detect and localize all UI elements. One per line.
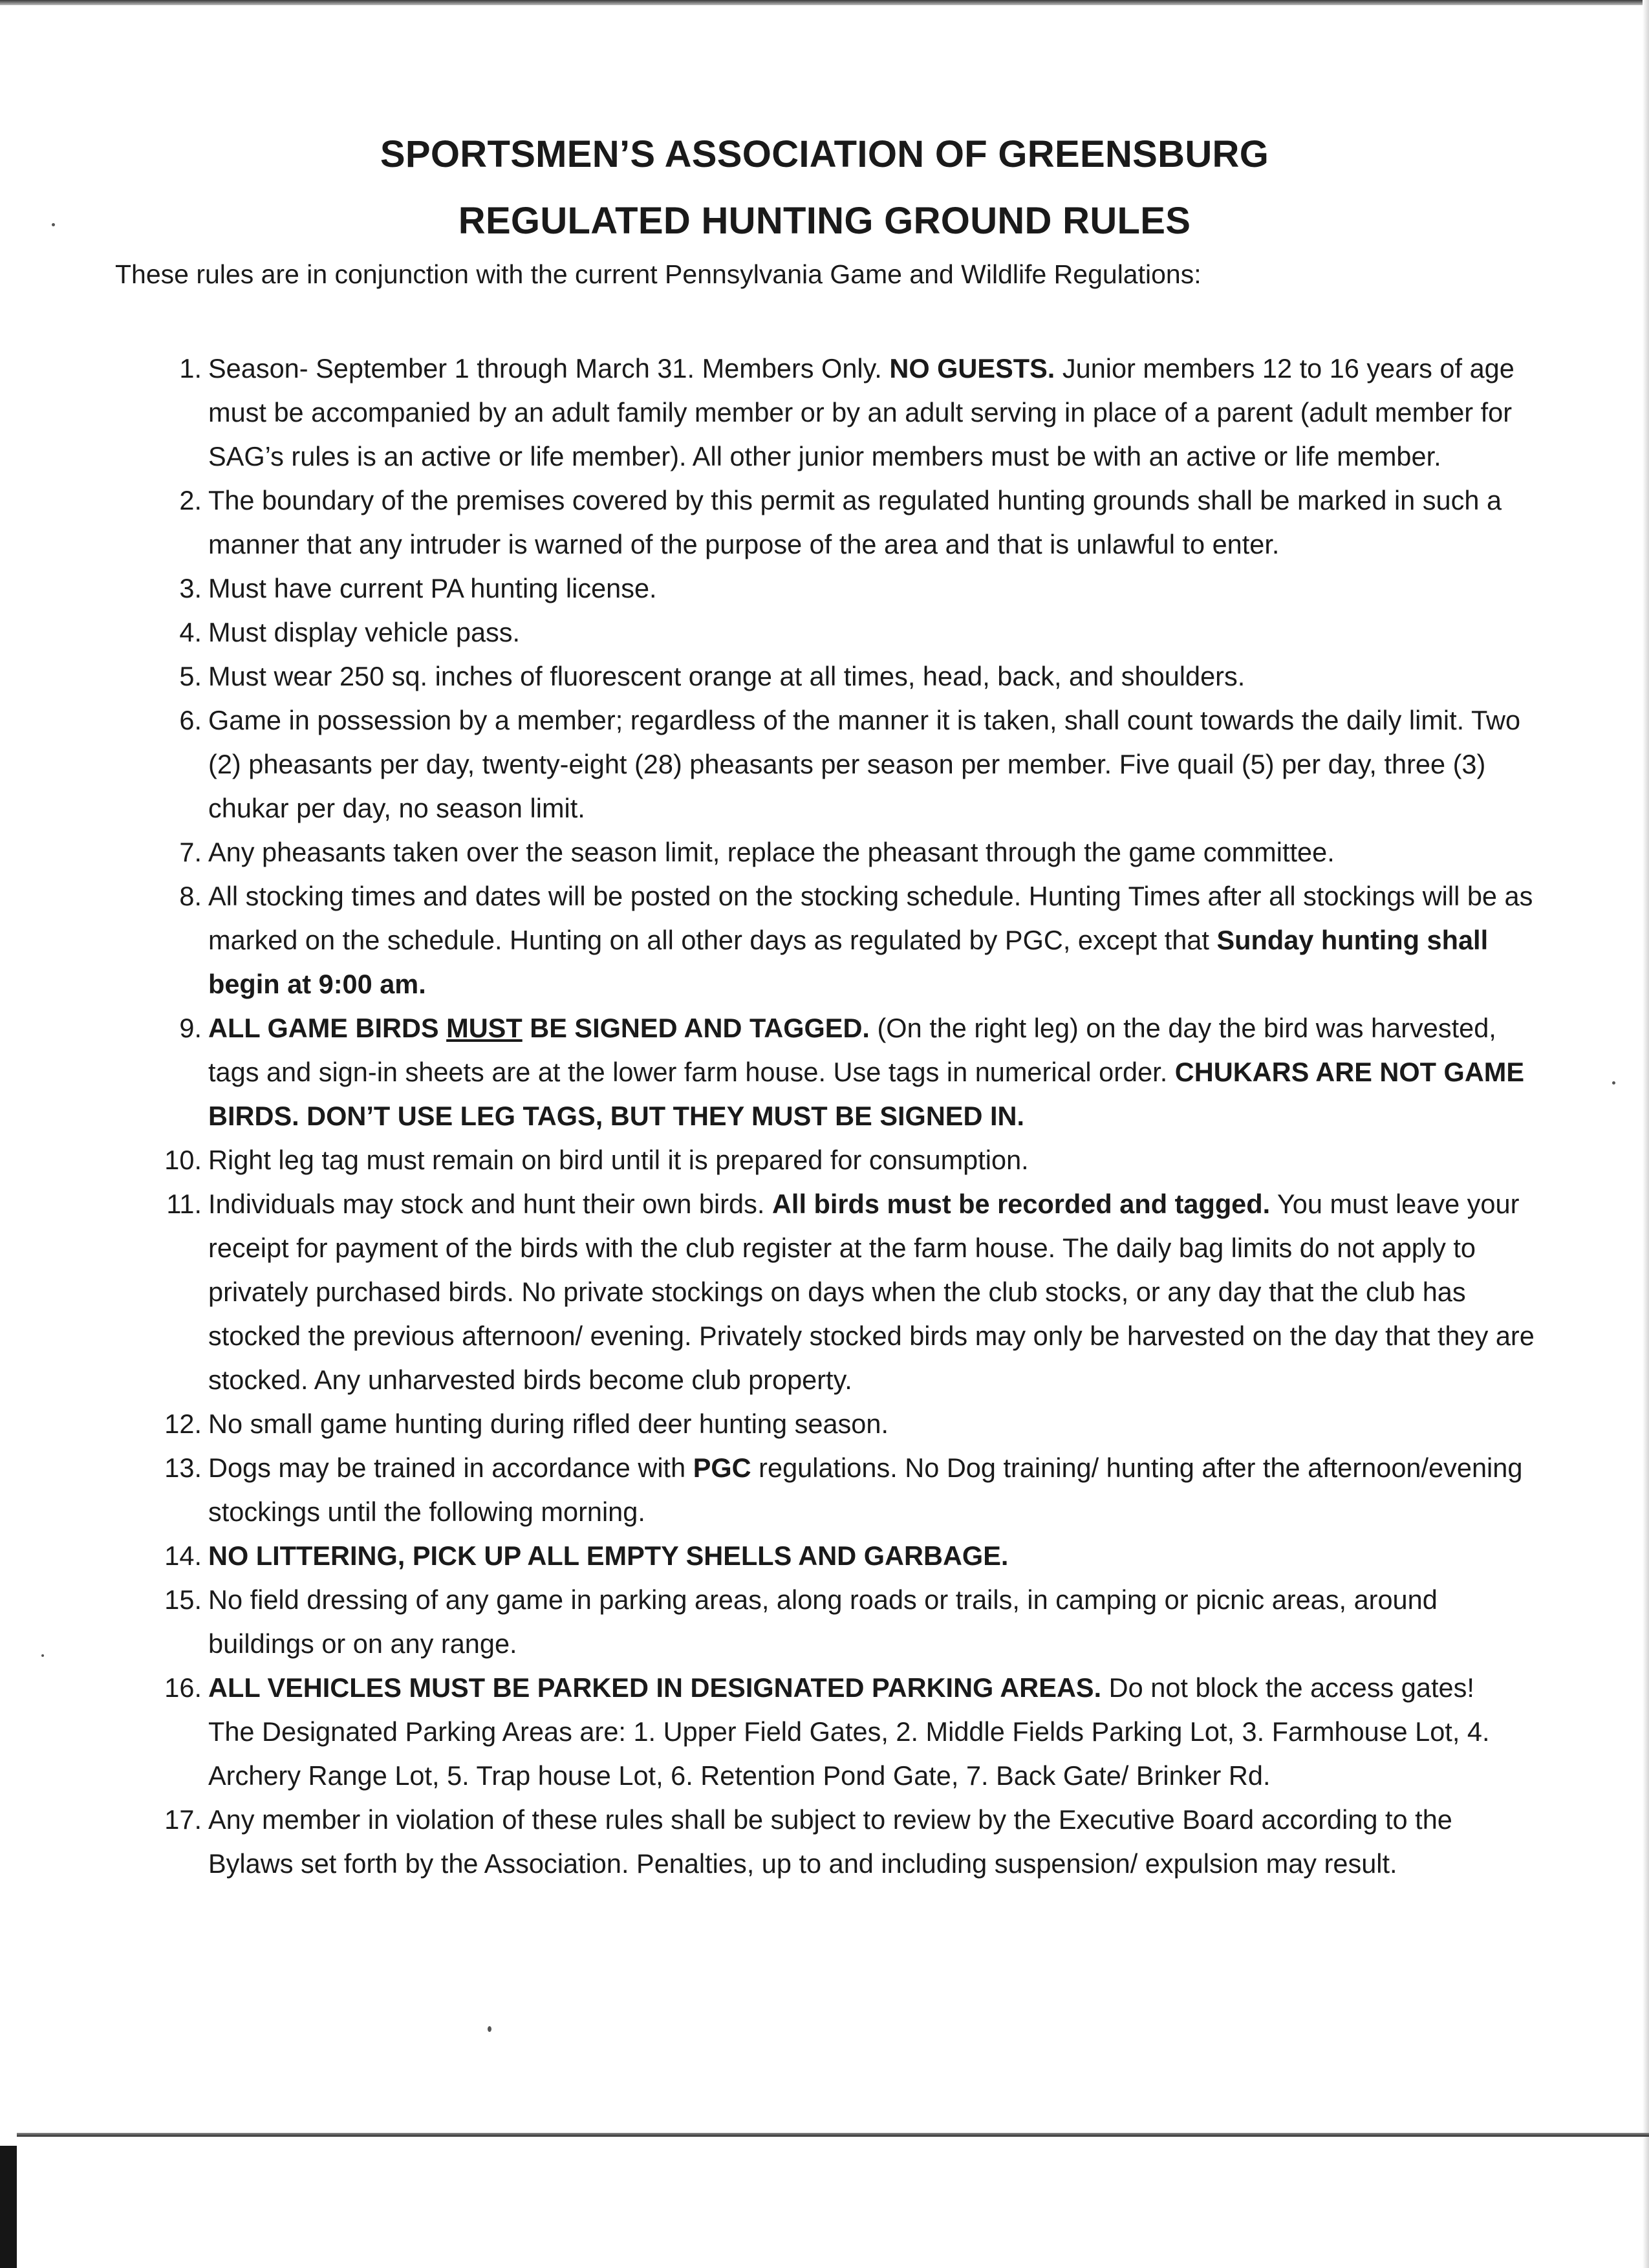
page-subtitle: REGULATED HUNTING GROUND RULES bbox=[458, 200, 1191, 242]
rule-segment: All stocking times and dates will be posted on the stocking schedule. Hunting Times after all stockings will be as marked on the schedule. Hunting on all other days as regulated by PGC, except that bbox=[208, 881, 1533, 955]
rule-number: 3. bbox=[179, 573, 202, 603]
rule-item bbox=[151, 479, 1542, 567]
rule-segment: Any pheasants taken over the season limit, replace the pheasant through the game committee. bbox=[208, 837, 1335, 867]
rule-number: 16. bbox=[164, 1672, 202, 1703]
rule-segment: Do not block the access gates! bbox=[1101, 1672, 1474, 1703]
rule-item bbox=[151, 1578, 1542, 1666]
rule-emphasis: BE SIGNED AND TAGGED. bbox=[522, 1013, 870, 1043]
rule-number: 17. bbox=[164, 1804, 202, 1835]
rule-text bbox=[208, 617, 520, 647]
rule-text bbox=[208, 881, 1533, 999]
rule-item bbox=[151, 1534, 1542, 1578]
rule-number: 12. bbox=[164, 1409, 202, 1439]
scan-top-edge bbox=[0, 0, 1649, 5]
rule-segment: Individuals may stock and hunt their own birds. bbox=[208, 1189, 772, 1219]
rule-number: 15. bbox=[164, 1584, 202, 1615]
scan-speck bbox=[1612, 1081, 1615, 1085]
rule-item bbox=[151, 1402, 1542, 1446]
scan-bottom-edge bbox=[17, 2133, 1649, 2137]
rule-number: 11. bbox=[166, 1189, 202, 1219]
rule-segment: Game in possession by a member; regardless of the manner it is taken, shall count towards the daily limit. Two (2) pheasants per day, twenty-eight (28) pheasants per season per member. Five quail (5) per day, three (3) chukar per day, no season limit. bbox=[208, 705, 1521, 823]
rule-item bbox=[151, 1666, 1542, 1798]
rule-segment: Dogs may be trained in accordance with bbox=[208, 1453, 693, 1483]
rule-number: 7. bbox=[179, 837, 202, 867]
rule-item bbox=[151, 610, 1542, 654]
rule-item bbox=[151, 1006, 1542, 1138]
scan-speck bbox=[41, 1654, 44, 1657]
rule-number: 10. bbox=[164, 1145, 202, 1175]
rule-number: 9. bbox=[179, 1013, 202, 1043]
rules-list bbox=[151, 347, 1542, 1886]
rule-item bbox=[151, 698, 1542, 830]
rule-text bbox=[208, 1453, 1522, 1527]
rule-emphasis: NO GUESTS. bbox=[889, 353, 1055, 383]
rule-emphasis: All birds must be recorded and tagged. bbox=[771, 1189, 1271, 1219]
rule-emphasis: ALL VEHICLES MUST BE PARKED IN DESIGNATED PARKING AREAS. bbox=[208, 1672, 1102, 1703]
rule-segment: Must wear 250 sq. inches of fluorescent orange at all times, head, back, and shoulders. bbox=[208, 661, 1245, 691]
rule-segment: Any member in violation of these rules shall be subject to review by the Executive Board according to the Bylaws set forth by the Association. Penalties, up to and including suspension/ expulsion may result. bbox=[208, 1804, 1452, 1879]
page-title: SPORTSMEN’S ASSOCIATION OF GREENSBURG bbox=[380, 133, 1269, 175]
rule-text bbox=[208, 485, 1502, 559]
rule-text bbox=[208, 705, 1520, 823]
rule-number: 6. bbox=[179, 705, 202, 735]
rule-segment: Junior members 12 to 16 years of age must be accompanied by an adult family member or by an adult serving in place of a parent (adult member for SAG’s rules is an active or life member). All other junior members must be with an active or life member. bbox=[208, 353, 1514, 471]
rule-text bbox=[208, 1189, 1535, 1395]
rule-item bbox=[151, 830, 1542, 874]
rule-segment: No field dressing of any game in parking areas, along roads or trails, in camping or picnic areas, around buildings or on any range. bbox=[208, 1584, 1438, 1659]
rule-item bbox=[151, 654, 1542, 698]
rule-emphasis: MUST bbox=[446, 1013, 523, 1043]
rule-segment: regulations. No Dog training/ hunting after the afternoon/evening stockings until the following morning. bbox=[208, 1453, 1523, 1527]
scan-speck bbox=[488, 2026, 491, 2032]
rule-text bbox=[208, 1672, 1489, 1791]
rule-emphasis: Sunday hunting shall begin at 9:00 am. bbox=[208, 925, 1489, 999]
rule-text bbox=[208, 837, 1335, 867]
rule-emphasis: PGC bbox=[693, 1453, 751, 1483]
rule-text bbox=[208, 1409, 889, 1439]
rule-text bbox=[208, 1013, 1524, 1131]
rule-number: 4. bbox=[179, 617, 202, 647]
rule-segment: The Designated Parking Areas are: 1. Upper Field Gates, 2. Middle Fields Parking Lot, 3. Farmhouse Lot, 4. Archery Range Lot, 5. Trap house Lot, 6. Retention Pond Gate, 7. Back Gate/ Brinker Rd. bbox=[208, 1716, 1490, 1791]
rule-segment: You must leave your receipt for payment of the birds with the club register at the farm house. The daily bag limits do not apply to privately purchased birds. No private stockings on days when the club stocks, or any day that the club has stocked the previous afternoon/ evening. Privately stocked birds may only be harvested on the day that they are stocked. Any unharvested birds become club property. bbox=[208, 1189, 1535, 1395]
rule-text bbox=[208, 1584, 1438, 1659]
rule-emphasis: CHUKARS ARE NOT GAME BIRDS. DON’T USE LEG TAGS, BUT THEY MUST BE SIGNED IN. bbox=[208, 1057, 1525, 1131]
rule-segment: Must have current PA hunting license. bbox=[208, 573, 657, 603]
rule-text bbox=[208, 353, 1514, 471]
rule-item bbox=[151, 1182, 1542, 1402]
rule-text bbox=[208, 1804, 1452, 1879]
rule-segment: Right leg tag must remain on bird until it is prepared for consumption. bbox=[208, 1145, 1029, 1175]
rule-number: 8. bbox=[179, 881, 202, 911]
rule-segment: No small game hunting during rifled deer hunting season. bbox=[208, 1409, 889, 1439]
rule-number: 14. bbox=[164, 1540, 202, 1571]
rule-segment: Season- September 1 through March 31. Members Only. bbox=[208, 353, 890, 383]
scan-right-edge bbox=[1643, 0, 1649, 2268]
rule-emphasis: ALL GAME BIRDS bbox=[208, 1013, 447, 1043]
rule-text bbox=[208, 573, 657, 603]
rule-emphasis: NO LITTERING, PICK UP ALL EMPTY SHELLS AND GARBAGE. bbox=[208, 1540, 1009, 1571]
rule-text bbox=[208, 1540, 1008, 1571]
rule-number: 1. bbox=[179, 353, 202, 383]
rule-item bbox=[151, 1446, 1542, 1534]
rule-item bbox=[151, 347, 1542, 479]
rule-item bbox=[151, 1798, 1542, 1886]
rule-number: 2. bbox=[179, 485, 202, 515]
rule-segment: (On the right leg) on the day the bird was harvested, tags and sign-in sheets are at the lower farm house. Use tags in numerical order. bbox=[208, 1013, 1496, 1087]
rule-text bbox=[208, 1145, 1029, 1175]
rule-segment: Must display vehicle pass. bbox=[208, 617, 521, 647]
rule-number: 5. bbox=[179, 661, 202, 691]
rule-item bbox=[151, 1138, 1542, 1182]
rule-number: 13. bbox=[164, 1453, 202, 1483]
scan-corner-shadow bbox=[0, 2146, 17, 2268]
rule-item bbox=[151, 567, 1542, 610]
rule-item bbox=[151, 874, 1542, 1006]
intro-text: These rules are in conjunction with the current Pennsylvania Game and Wildlife Regulations: bbox=[115, 259, 1202, 289]
rule-segment: The boundary of the premises covered by this permit as regulated hunting grounds shall be marked in such a manner that any intruder is warned of the purpose of the area and that is unlawful to enter. bbox=[208, 485, 1502, 559]
rule-text bbox=[208, 661, 1245, 691]
